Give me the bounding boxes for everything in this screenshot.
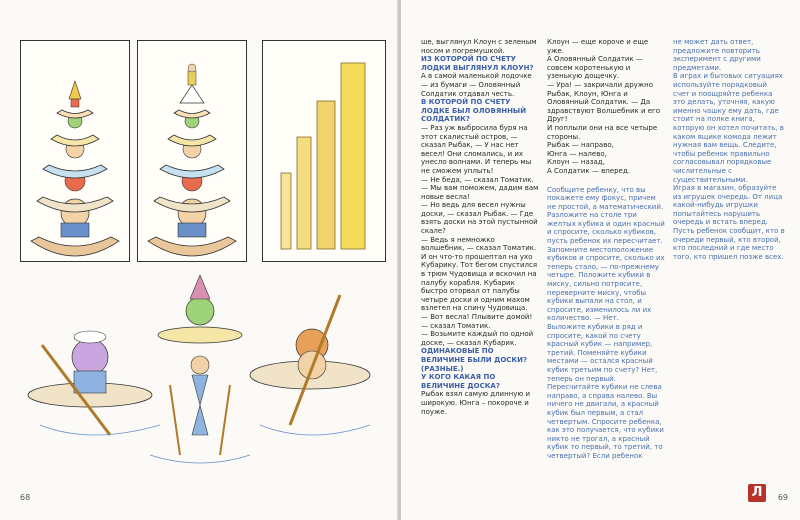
parent-tips-column bbox=[673, 38, 785, 261]
question-planks-who: У КОГО КАКАЯ ПО ВЕЛИЧИНЕ ДОСКА? bbox=[421, 373, 500, 390]
parent-tip: Сообщите ребенку, что вы покажете ему фокус, причем не простой, а математический. Разложите на столе три желтых кубика и один красный и спросите, сколько кубиков, пусть ребенок их пересчитает. bbox=[547, 185, 665, 246]
parent-tip: Играя в магазин, образуйте из игрушек очередь. От лица какой-нибудь игрушки попытайтесь нарушить очередь и встать вперед. Пусть ребенок сообщит, кто в очереди первый, кто второй, кто последний и где место того, кто пришел позже всех. bbox=[673, 184, 785, 261]
story-line: Клоун — еще короче и еще уже. bbox=[547, 38, 649, 55]
dialog-line: И он что-то прошептал на ухо Кубарику. Тот бегом спустился в трюм Чудовища и вскочил на палубу корабля. Кубарик быстро оторвал от палубы четыре доски и одним махом взлетел на спину Чудовища. bbox=[421, 252, 538, 313]
story-line: А Солдатик — вперед. bbox=[547, 166, 630, 175]
dialog-line: — Не беда, — сказал Томатик. — Мы вам поможем, дадим вам новые весла! bbox=[421, 175, 539, 201]
story-line: А Оловянный Солдатик — совсем коротенькую и узенькую дощечку. bbox=[547, 55, 643, 81]
parent-tip: В играх и бытовых ситуациях используйте порядковый счет и поощряйте ребенка это делать, уточняя, какую именно чашку ему дать, где стоит на полке книга, которую он хотел почитать, в каком ящике комода лежит нужная вам вещь. Следите, чтобы ребенок правильно согласовывал порядковые числительные с существительными. bbox=[673, 72, 784, 184]
illustration-stacked-boats-1 bbox=[20, 40, 130, 262]
dialog-line: — Раз уж выбросила буря на этот скалистый остров, — сказал Рыбак, — У нас нет весел! Они сломались, и их унесло волнами. И теперь мы не сможем уплыть! bbox=[421, 123, 532, 175]
parent-tip: не может дать ответ, предложите повторить эксперимент с другими предметами. bbox=[673, 38, 761, 72]
illustration-four-planks bbox=[262, 40, 386, 262]
dialog-line: — Ведь я немножко волшебник, — сказал Томатик. bbox=[421, 235, 537, 253]
page-number-right: 69 bbox=[777, 493, 788, 502]
illustration-boats-with-oars bbox=[20, 275, 385, 475]
illustration-stacked-boats-2 bbox=[137, 40, 247, 262]
parent-tip: Запомните местоположение кубиков и спросите, сколько их теперь стало, — по-прежнему четыре. Положите кубики в миску, сильно потрясите, переверните миску, чтобы кубики выпали на стол, и спросите, изменилось ли их количество. — Нет. bbox=[547, 245, 665, 323]
story-text-end: Рыбак взял самую длинную и широкую. Юнга – покороче и поуже. bbox=[421, 390, 531, 416]
dialog-line: — Но ведь для весел нужны доски, — сказал Рыбак. — Где взять доски на этой пустынной скале? bbox=[421, 201, 538, 236]
publisher-logo: Л bbox=[748, 484, 766, 502]
right-page bbox=[401, 0, 800, 520]
story-line: И поплыли они на все четыре стороны. bbox=[547, 123, 658, 141]
question-clown-boat: ИЗ КОТОРОЙ ПО СЧЕТУ ЛОДКИ ВЫГЛЯНУЛ КЛОУН? bbox=[421, 55, 534, 72]
left-page bbox=[0, 0, 399, 520]
story-column bbox=[421, 38, 539, 416]
dialog-line: — Вот весла! Плывите домой! — сказал Томатик. bbox=[421, 313, 533, 330]
story-line: Юнга — налево, bbox=[547, 149, 607, 158]
story-text-soldier: А в самой маленькой лодочке — из бумаги — Оловянный Солдатик отдавал честь. bbox=[421, 72, 532, 98]
story-column-2 bbox=[547, 38, 665, 461]
question-planks-equal: ОДИНАКОВЫЕ ПО ВЕЛИЧИНЕ БЫЛИ ДОСКИ? (РАЗНЫЕ.) bbox=[421, 347, 528, 373]
story-text-lead: ше, выглянул Клоун с зеленым носом и погремушкой. bbox=[421, 38, 537, 55]
parent-tip: Выложите кубики в ряд и спросите, какой по счету красный кубик — например, третий. Поменяйте кубики местами — остался красный кубик третьим по счету? Нет, теперь он первый. Пересчитайте кубики не слева направо, а справа налево. Вы ничего не двигали, а красный кубик был первым, а стал четвертым. Спросите ребенка, как это получается, что кубики никто не трогал, а красный кубик то первый, то третий, то четвертый? Если ребенок bbox=[547, 323, 664, 460]
question-soldier-boat: В КОТОРОЙ ПО СЧЕТУ ЛОДКЕ БЫЛ ОЛОВЯННЫЙ СОЛДАТИК? bbox=[421, 98, 527, 124]
page-number-left: 68 bbox=[20, 493, 31, 502]
dialog-line: — Возьмите каждый по одной доске, — сказал Кубарик. bbox=[421, 330, 534, 347]
story-line: Клоун — назад, bbox=[547, 158, 605, 167]
story-line: — Ура! — закричали дружно Рыбак, Клоун, Юнга и Оловянный Солдатик. — Да здравствуют Волшебник и его Друг! bbox=[547, 80, 661, 124]
story-line: Рыбак — направо, bbox=[547, 141, 614, 150]
